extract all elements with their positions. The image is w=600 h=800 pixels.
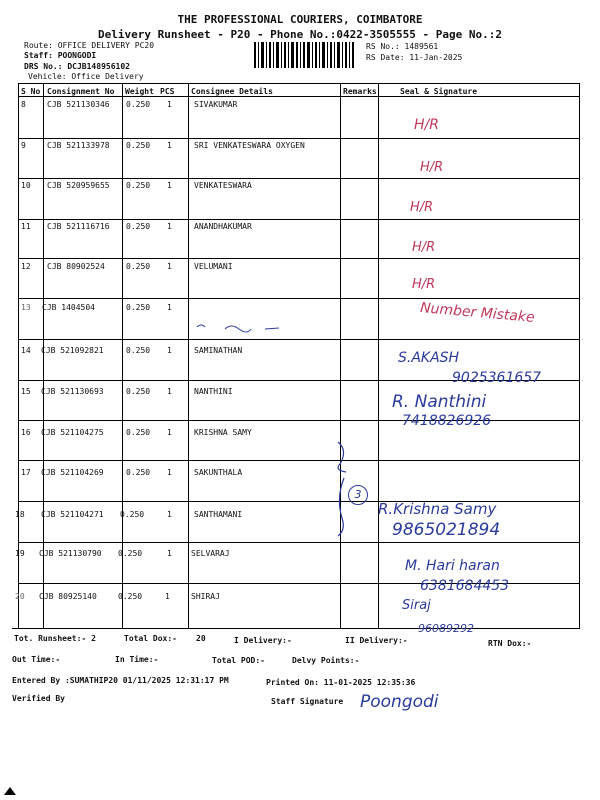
row-consignment: CJB 521104271 xyxy=(41,510,104,519)
handwritten-number-mistake: Number Mistake xyxy=(419,300,536,326)
i-delivery: I Delivery:- xyxy=(234,636,292,645)
row-line xyxy=(18,420,579,421)
col-line-1 xyxy=(43,83,44,628)
row-line xyxy=(18,178,579,179)
row-weight: 0.250 xyxy=(126,468,151,477)
total-pod: Total POD:- xyxy=(212,656,265,665)
row-consignee: SELVARAJ xyxy=(191,549,230,558)
row-sno: 12 xyxy=(21,262,31,271)
row-pcs: 1 xyxy=(167,222,172,231)
col-header-remarks: Remarks xyxy=(343,87,377,96)
row-consignment: CJB 80925140 xyxy=(39,592,97,601)
row-pcs: 1 xyxy=(167,510,172,519)
rs-date: RS Date: 11-Jan-2025 xyxy=(366,53,463,62)
handwritten-phone-14: 9025361657 xyxy=(452,370,542,386)
row-line xyxy=(18,460,579,461)
row-pcs: 1 xyxy=(167,100,172,109)
row-line xyxy=(18,542,579,543)
table-header-line xyxy=(18,96,579,97)
row-sno: 13 xyxy=(21,303,31,312)
row-pcs: 1 xyxy=(167,303,172,312)
row-sno: 18 xyxy=(15,510,25,519)
col-header-weight: Weight xyxy=(125,87,154,96)
handwritten-phone-19: 6381684453 xyxy=(420,578,510,594)
table-top-line xyxy=(18,83,579,84)
row-sno: 20 xyxy=(15,592,25,601)
handwritten-nanthini: R. Nanthini xyxy=(392,392,487,412)
vehicle: Vehicle: Office Delivery xyxy=(28,72,144,81)
route: Route: OFFICE DELIVERY PC20 xyxy=(24,41,155,50)
row-line xyxy=(18,219,579,220)
row-consignment: CJB 521116716 xyxy=(47,222,110,231)
handwritten-phone-15: 7418826926 xyxy=(402,413,492,429)
row-consignment: CJB 521133978 xyxy=(47,141,110,150)
handwritten-hr: H/R xyxy=(420,160,444,175)
row-sno: 17 xyxy=(21,468,31,477)
printed-on: Printed On: 11-01-2025 12:35:36 xyxy=(266,678,416,687)
handwritten-hariharan: M. Hari haran xyxy=(405,558,500,574)
staff-signature-label: Staff Signature xyxy=(271,697,344,706)
row-weight: 0.250 xyxy=(126,141,151,150)
row-consignee: SIVAKUMAR xyxy=(194,100,238,109)
col-header-consignee: Consignee Details xyxy=(191,87,273,96)
col-header-pcs: PCS xyxy=(160,87,175,96)
handwritten-hr: H/R xyxy=(410,200,434,215)
row-weight: 0.250 xyxy=(126,181,151,190)
col-header-sno: S No xyxy=(21,87,41,96)
row-pcs: 1 xyxy=(165,592,170,601)
row-consignment: CJB 521104275 xyxy=(41,428,104,437)
handwritten-scribble xyxy=(195,318,285,330)
row-weight: 0.250 xyxy=(126,262,151,271)
row-consignee: SAMINATHAN xyxy=(194,346,243,355)
row-consignment: CJB 521130790 xyxy=(39,549,102,558)
row-weight: 0.250 xyxy=(118,592,143,601)
staff: Staff: POONGODI xyxy=(24,51,97,60)
corner-mark-shape xyxy=(4,785,16,795)
row-weight: 0.250 xyxy=(126,387,151,396)
row-line xyxy=(18,138,579,139)
row-consignment: CJB 521104269 xyxy=(41,468,104,477)
row-weight: 0.250 xyxy=(126,346,151,355)
row-consignee: KRISHNA SAMY xyxy=(194,428,252,437)
row-sno: 9 xyxy=(21,141,26,150)
row-consignment: CJB 521130693 xyxy=(41,387,104,396)
handwritten-phone-20: 96089292 xyxy=(418,622,474,635)
handwritten-krishna: R.Krishna Samy xyxy=(378,500,497,518)
ii-delivery: II Delivery:- xyxy=(345,636,408,645)
handwritten-phone-18: 9865021894 xyxy=(392,520,501,540)
corner-mark xyxy=(4,780,16,790)
row-consignee: VELUMANI xyxy=(194,262,233,271)
row-pcs: 1 xyxy=(167,141,172,150)
barcode-image xyxy=(254,42,354,68)
row-pcs: 1 xyxy=(167,387,172,396)
row-sno: 11 xyxy=(21,222,31,231)
col-line-4 xyxy=(340,83,341,628)
handwritten-hr: H/R xyxy=(414,117,439,133)
col-header-signature: Seal & Signature xyxy=(400,87,478,96)
row-weight: 0.250 xyxy=(126,100,151,109)
col-line-5 xyxy=(378,83,379,628)
entered-by: Entered By :SUMATHIP20 01/11/2025 12:31:17 PM xyxy=(12,676,229,685)
runsheet-title xyxy=(0,28,600,41)
row-pcs: 1 xyxy=(167,181,172,190)
handwritten-hr: H/R xyxy=(412,240,436,255)
scribble-mark xyxy=(195,321,285,333)
row-sno: 19 xyxy=(15,549,25,558)
col-line-3 xyxy=(188,83,189,628)
handwritten-hr: H/R xyxy=(412,277,436,292)
row-consignee: SANTHAMANI xyxy=(194,510,243,519)
row-weight: 0.250 xyxy=(126,428,151,437)
row-line xyxy=(18,258,579,259)
total-dox-label: Total Dox:- xyxy=(124,634,177,643)
handwritten-sign-20: Siraj xyxy=(402,598,431,613)
col-header-consignment: Consignment No xyxy=(47,87,115,96)
row-consignment: CJB 521092821 xyxy=(41,346,104,355)
row-line xyxy=(18,298,579,299)
row-pcs: 1 xyxy=(167,346,172,355)
row-consignment: CJB 520959655 xyxy=(47,181,110,190)
tot-runsheet: Tot. Runsheet:- 2 xyxy=(14,634,96,643)
row-weight: 0.250 xyxy=(120,510,145,519)
drs-number: DRS No.: DCJB148956102 xyxy=(24,62,130,71)
row-consignee: ANANDHAKUMAR xyxy=(194,222,252,231)
row-consignee: SHIRAJ xyxy=(191,592,220,601)
row-sno: 8 xyxy=(21,100,26,109)
row-sno: 14 xyxy=(21,346,31,355)
row-sno: 16 xyxy=(21,428,31,437)
handwritten-sakash: S.AKASH xyxy=(398,350,460,366)
col-line-2 xyxy=(122,83,123,628)
rtn-dox: RTN Dox:- xyxy=(488,639,532,648)
page-number: - Page No.:2 xyxy=(422,28,502,41)
row-pcs: 1 xyxy=(167,468,172,477)
row-consignee: SAKUNTHALA xyxy=(194,468,243,477)
row-consignee: NANTHINI xyxy=(194,387,233,396)
table-bottom-line xyxy=(12,628,580,629)
row-sno: 10 xyxy=(21,181,31,190)
row-weight: 0.250 xyxy=(126,303,151,312)
row-pcs: 1 xyxy=(167,262,172,271)
row-consignment: CJB 80902524 xyxy=(47,262,105,271)
row-weight: 0.250 xyxy=(126,222,151,231)
row-consignee: VENKATESWARA xyxy=(194,181,252,190)
barcode xyxy=(254,42,354,68)
col-line-0 xyxy=(18,83,19,628)
row-line xyxy=(18,339,579,340)
handwritten-poongodi: Poongodi xyxy=(360,692,439,712)
verified-by: Verified By xyxy=(12,694,65,703)
row-consignment: CJB 1404504 xyxy=(42,303,95,312)
row-pcs: 1 xyxy=(167,549,172,558)
out-time: Out Time:- xyxy=(12,655,61,664)
row-weight: 0.250 xyxy=(118,549,143,558)
handwritten-circle-3: 3 xyxy=(348,485,368,505)
in-time: In Time:- xyxy=(115,655,159,664)
row-consignee: SRI VENKATESWARA OXYGEN xyxy=(194,141,305,150)
col-line-6 xyxy=(579,83,580,628)
rs-number: RS No.: 1489561 xyxy=(366,42,439,51)
row-sno: 15 xyxy=(21,387,31,396)
total-dox-value: 20 xyxy=(196,634,206,643)
delvy-points: Delvy Points:- xyxy=(292,656,360,665)
row-pcs: 1 xyxy=(167,428,172,437)
runsheet-label: Delivery Runsheet - P20 - Phone No.:0422-3505555 xyxy=(98,28,416,41)
row-consignment: CJB 521130346 xyxy=(47,100,110,109)
company-title: THE PROFESSIONAL COURIERS, COIMBATORE xyxy=(177,13,423,26)
